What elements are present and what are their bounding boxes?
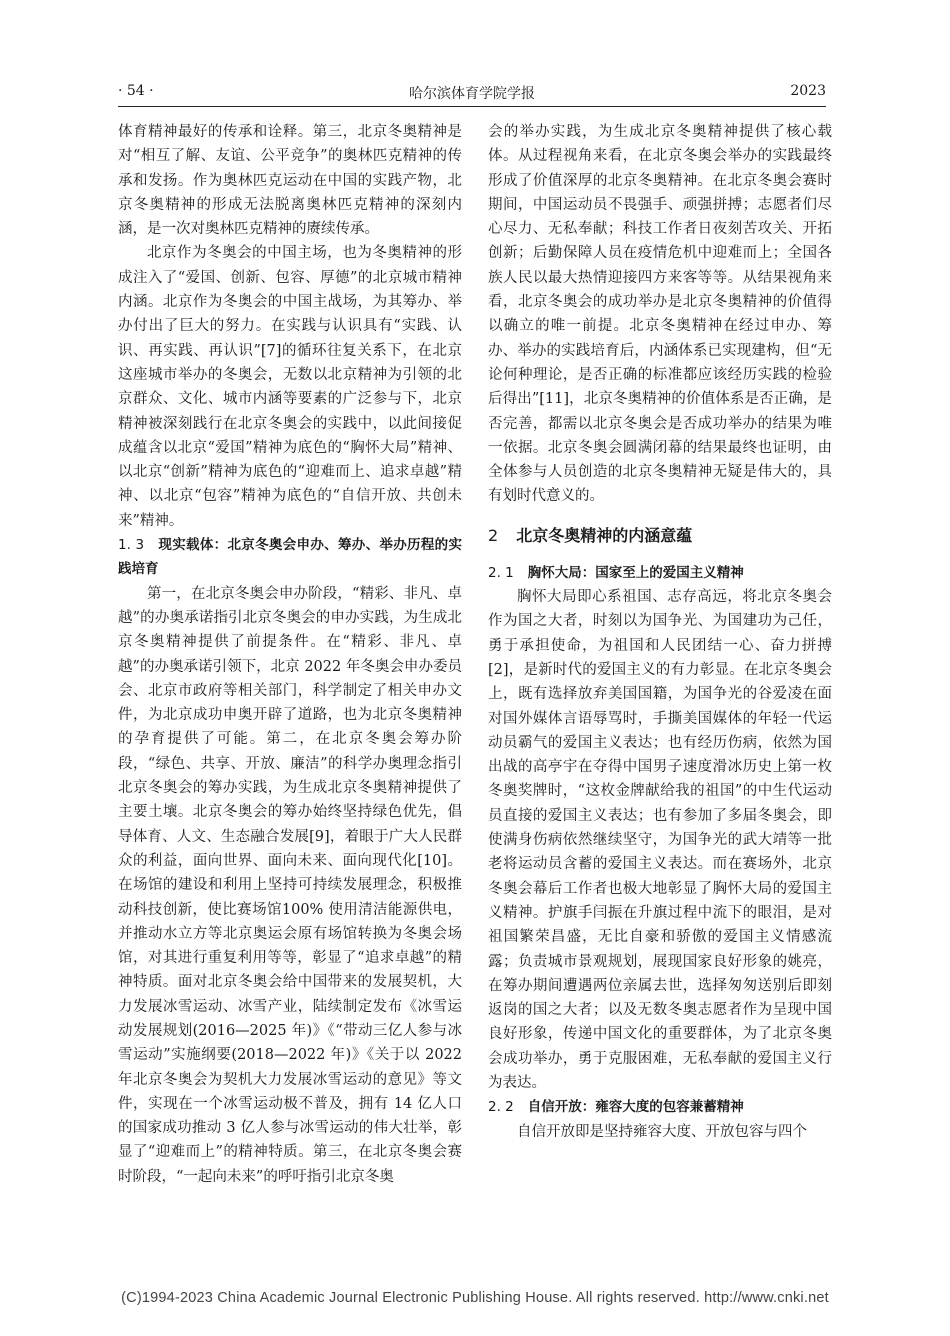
journal-title: 哈尔滨体育学院学报 (409, 86, 535, 102)
section-number: 2. 1 (488, 564, 514, 581)
section-heading-2-2 (488, 1095, 832, 1119)
section-heading-2-1 (488, 561, 832, 585)
section-title: 北京冬奥精神的内涵意蕴 (516, 525, 693, 545)
copyright-footer: (C)1994-2023 China Academic Journal Electronic Publishing House. All rights reserved. http://www.cnki.net (121, 1290, 829, 1306)
section-heading-2 (488, 523, 832, 549)
running-header (118, 83, 826, 105)
left-column (118, 120, 462, 1189)
header-rule (118, 106, 826, 107)
paragraph: 自信开放即是坚持雍容大度、开放包容与四个 (517, 1123, 807, 1140)
section-title: 自信开放：雍容大度的包容兼蓄精神 (527, 1099, 744, 1116)
paragraph: 第一，在北京冬奥会申办阶段，“精彩、非凡、卓越”的办奥承诺指引北京冬奥会的申办实践，为生成北京冬奥精神提供了前提条件。在“精彩、非凡、卓越”的办奥承诺引领下，北京 2022 年冬奥会申办委员会、北京市政府等相关部门，科学制定了相关申办文件，为北京成功申奥开辟了道路，也为北京冬奥精神的孕育提供了可能。第二，在北京冬奥会筹办阶段，“绿色、共享、开放、廉洁”的科学办奥理念指引北京冬奥会的筹办实践，为生成北京冬奥精神提供了主要土壤。北京冬奥会的筹办始终坚持绿色优先，倡导体育、人文、生态融合发展[9]，着眼于广大人民群众的利益，面向世界、面向未来、面向现代化[10]。在场馆的建设和利用上坚持可持续发展理念，积极推动科技创新，使比赛场馆100% 使用清洁能源供电，并推动水立方等北京奥运会原有场馆转换为冬奥会场馆，对其进行重复利用等等，彰显了“追求卓越”的精神特质。面对北京冬奥会给中国带来的发展契机，大力发展冰雪运动、冰雪产业，陆续制定发布《冰雪运动发展规划(2016—2025 年)》《“带动三亿人参与冰雪运动”实施纲要(2018—2022 年)》《关于以 2022 年北京冬奥会为契机大力发展冰雪运动的意见》等文件，实现在一个冰雪运动极不普及，拥有 14 亿人口的国家成功推动 3 亿人参与冰雪运动的伟大壮举，彰显了“迎难而上”的精神特质。第三，在北京冬奥会赛时阶段，“一起向未来”的呼吁指引北京冬奥 (118, 585, 462, 1185)
paragraph: 会的举办实践，为生成北京冬奥精神提供了核心载体。从过程视角来看，在北京冬奥会举办的实践最终形成了价值深厚的北京冬奥精神。在北京冬奥会赛时期间，中国运动员不畏强手、顽强拼搏；志愿者们尽心尽力、无私奉献；科技工作者日夜刻苦攻关、开拓创新；后勤保障人员在疫情危机中迎难而上；全国各族人民以最大热情迎接四方来客等等。从结果视角来看，北京冬奥会的成功举办是北京冬奥精神的价值得以确立的唯一前提。北京冬奥精神在经过申办、筹办、举办的实践培育后，内涵体系已实现建构，但“无论何种理论，是否正确的标准都应该经历实践的检验后得出”[11]，北京冬奥精神的价值体系是否正确，是否完善，都需以北京冬奥会是否成功举办的结果为唯一依据。北京冬奥会圆满闭幕的结果最终也证明，由全体参与人员创造的北京冬奥精神无疑是伟大的，具有划时代意义的。 (488, 124, 832, 505)
section-title: 现实载体：北京冬奥会申办、筹办、举办历程的实践培育 (118, 537, 462, 578)
section-number: 1. 3 (118, 537, 145, 554)
publication-year: 2023 (790, 83, 826, 99)
section-number: 2. 2 (488, 1099, 514, 1116)
section-heading-1-3 (118, 533, 462, 582)
section-number: 2 (488, 525, 499, 545)
paragraph: 北京作为冬奥会的中国主场，也为冬奥精神的形成注入了“爱国、创新、包容、厚德”的北京城市精神内涵。北京作为冬奥会的中国主战场，为其筹办、举办付出了巨大的努力。在实践与认识具有“实践、认识、再实践、再认识”[7]的循环往复关系下，在北京这座城市举办的冬奥会，无数以北京精神为引领的北京群众、文化、城市内涵等要素的广泛参与下，北京精神被深刻践行在北京冬奥会的实践中，以此间接促成蕴含以北京“爱国”精神为底色的“胸怀大局”精神、以北京“创新”精神为底色的“迎难而上、追求卓越”精神、以北京“包容”精神为底色的“自信开放、共创未来”精神。 (118, 245, 462, 529)
paragraph: 体育精神最好的传承和诠释。第三，北京冬奥精神是对“相互了解、友谊、公平竞争”的奥林匹克精神的传承和发扬。作为奥林匹克运动在中国的实践产物，北京冬奥精神的形成无法脱离奥林匹克精神的深刻内涵，是一次对奥林匹克精神的赓续传承。 (118, 124, 462, 238)
paragraph: 胸怀大局即心系祖国、志存高远，将北京冬奥会作为国之大者，时刻以为国争光、为国建功为己任，勇于承担使命，为祖国和人民团结一心、奋力拼搏[2]，是新时代的爱国主义的有力彰显。在北京冬奥会上，既有选择放弃美国国籍，为国争光的谷爱凌在面对国外媒体言语辱骂时，手撕美国媒体的年轻一代运动员霸气的爱国主义表达；也有经历伤病，依然为国出战的高亭宇在夺得中国男子速度滑冰历史上第一枚冬奥奖牌时，“这枚金牌献给我的祖国”的中生代运动员直接的爱国主义表达；也有参加了多届冬奥会，即使满身伤病依然继续坚守，为国争光的武大靖等一批老将运动员含蓄的爱国主义表达。而在赛场外，北京冬奥会幕后工作者也极大地彰显了胸怀大局的爱国主义精神。护旗手闫振在升旗过程中流下的眼泪，是对祖国繁荣昌盛，无比自豪和骄傲的爱国主义情感流露；负责城市景观规划，展现国家良好形象的姚亮，在筹办期间遭遇两位亲属去世，选择匆匆送别后即刻返岗的国之大者；以及无数冬奥志愿者作为呈现中国良好形象，传递中国文化的重要群体，为了北京冬奥会成功举办，勇于克服困难，无私奉献的爱国主义行为表达。 (488, 589, 832, 1091)
page-number: · 54 · (118, 83, 154, 99)
section-title: 胸怀大局：国家至上的爱国主义精神 (527, 564, 744, 581)
right-column (488, 120, 832, 1144)
